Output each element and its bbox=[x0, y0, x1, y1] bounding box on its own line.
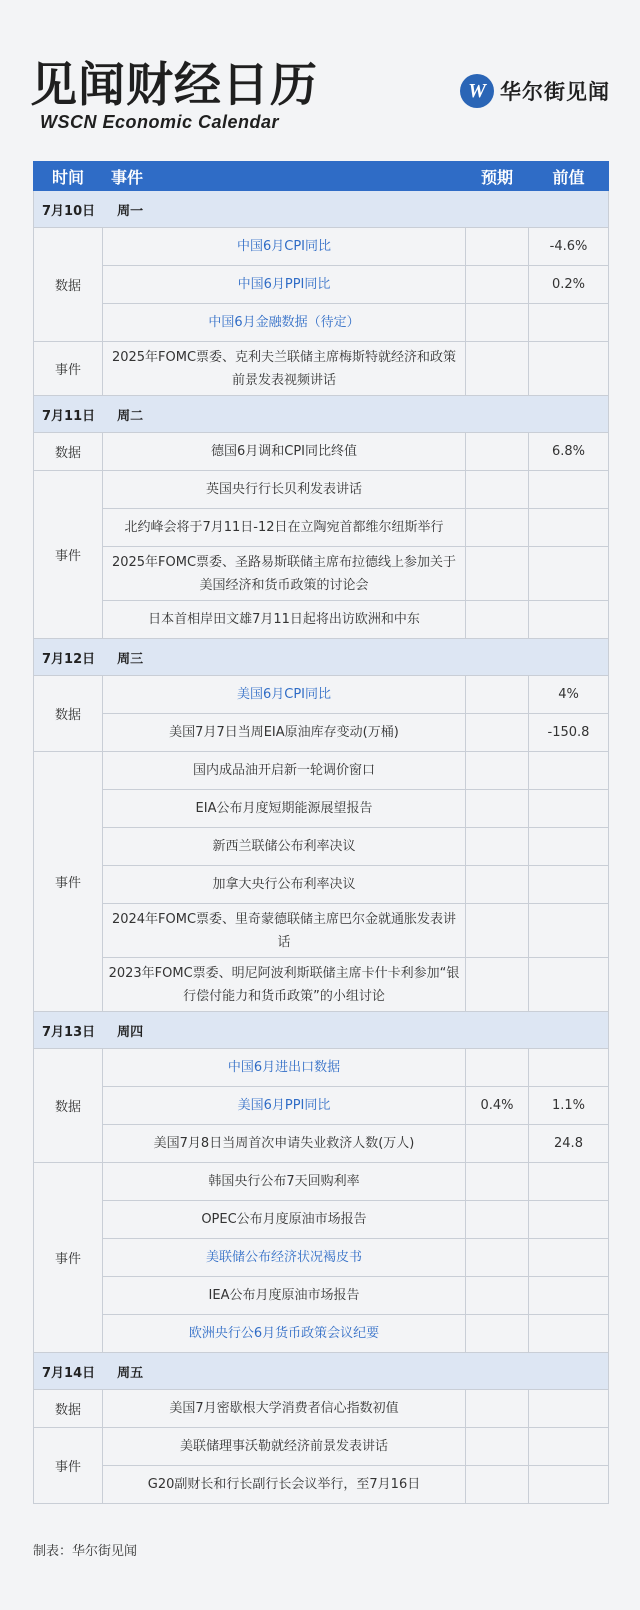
col-header-event: 事件 bbox=[103, 162, 466, 191]
category-cell: 数据 bbox=[34, 228, 103, 342]
previous-cell bbox=[529, 1163, 609, 1201]
event-cell: 2025年FOMC票委、克利夫兰联储主席梅斯特就经济和政策前景发表视频讲话 bbox=[103, 342, 466, 396]
calendar-table bbox=[33, 161, 609, 1504]
table-row bbox=[34, 1315, 609, 1353]
date-row bbox=[34, 1012, 609, 1049]
col-header-time: 时间 bbox=[34, 162, 103, 191]
weekday-label: 周一 bbox=[117, 203, 144, 219]
forecast-cell bbox=[466, 828, 529, 866]
date-label: 7月10日 bbox=[42, 203, 96, 219]
forecast-cell bbox=[466, 433, 529, 471]
table-row bbox=[34, 304, 609, 342]
forecast-cell bbox=[466, 958, 529, 1012]
forecast-cell bbox=[466, 1201, 529, 1239]
forecast-cell bbox=[466, 1390, 529, 1428]
previous-cell: 4% bbox=[529, 676, 609, 714]
brand-logo bbox=[460, 74, 610, 108]
previous-cell bbox=[529, 866, 609, 904]
previous-cell bbox=[529, 1390, 609, 1428]
table-row bbox=[34, 1239, 609, 1277]
forecast-cell bbox=[466, 1277, 529, 1315]
table-row bbox=[34, 601, 609, 639]
date-cell bbox=[34, 396, 609, 433]
forecast-cell bbox=[466, 676, 529, 714]
previous-cell bbox=[529, 1049, 609, 1087]
table-row bbox=[34, 958, 609, 1012]
page-subtitle: WSCN Economic Calendar bbox=[40, 112, 280, 132]
table-row bbox=[34, 828, 609, 866]
table-row bbox=[34, 509, 609, 547]
table-row bbox=[34, 1163, 609, 1201]
category-cell: 事件 bbox=[34, 1428, 103, 1504]
event-cell: 新西兰联储公布利率决议 bbox=[103, 828, 466, 866]
date-cell bbox=[34, 1012, 609, 1049]
event-cell: 国内成品油开启新一轮调价窗口 bbox=[103, 752, 466, 790]
previous-cell bbox=[529, 471, 609, 509]
event-cell: 美联储理事沃勒就经济前景发表讲话 bbox=[103, 1428, 466, 1466]
table-row bbox=[34, 1049, 609, 1087]
previous-cell bbox=[529, 828, 609, 866]
forecast-cell bbox=[466, 1125, 529, 1163]
previous-cell bbox=[529, 904, 609, 958]
previous-cell bbox=[529, 1201, 609, 1239]
event-cell: IEA公布月度原油市场报告 bbox=[103, 1277, 466, 1315]
event-link[interactable]: 美国6月CPI同比 bbox=[103, 676, 466, 714]
event-cell: 英国央行行长贝利发表讲话 bbox=[103, 471, 466, 509]
event-link[interactable]: 美联储公布经济状况褐皮书 bbox=[103, 1239, 466, 1277]
date-row bbox=[34, 396, 609, 433]
table-row bbox=[34, 752, 609, 790]
table-row bbox=[34, 1428, 609, 1466]
previous-cell: 24.8 bbox=[529, 1125, 609, 1163]
date-row bbox=[34, 639, 609, 676]
event-cell: 德国6月调和CPI同比终值 bbox=[103, 433, 466, 471]
event-cell: EIA公布月度短期能源展望报告 bbox=[103, 790, 466, 828]
date-row bbox=[34, 191, 609, 228]
previous-cell bbox=[529, 1315, 609, 1353]
previous-cell bbox=[529, 958, 609, 1012]
weekday-label: 周四 bbox=[117, 1024, 144, 1040]
forecast-cell bbox=[466, 752, 529, 790]
event-link[interactable]: 美国6月PPI同比 bbox=[103, 1087, 466, 1125]
weekday-label: 周二 bbox=[117, 408, 144, 424]
forecast-cell bbox=[466, 1466, 529, 1504]
previous-cell bbox=[529, 790, 609, 828]
category-cell: 数据 bbox=[34, 1049, 103, 1163]
table-row bbox=[34, 228, 609, 266]
event-cell: 2024年FOMC票委、里奇蒙德联储主席巴尔金就通胀发表讲话 bbox=[103, 904, 466, 958]
page-title: 见闻财经日历 bbox=[30, 58, 318, 113]
date-label: 7月14日 bbox=[42, 1365, 96, 1381]
event-cell: 2023年FOMC票委、明尼阿波利斯联储主席卡什卡利参加“银行偿付能力和货币政策”的小组讨论 bbox=[103, 958, 466, 1012]
category-cell: 数据 bbox=[34, 676, 103, 752]
table-row bbox=[34, 866, 609, 904]
forecast-cell bbox=[466, 1239, 529, 1277]
previous-cell bbox=[529, 601, 609, 639]
previous-cell bbox=[529, 752, 609, 790]
forecast-cell bbox=[466, 1315, 529, 1353]
previous-cell bbox=[529, 1428, 609, 1466]
date-label: 7月11日 bbox=[42, 408, 96, 424]
category-cell: 数据 bbox=[34, 433, 103, 471]
weekday-label: 周五 bbox=[117, 1365, 144, 1381]
table-row bbox=[34, 790, 609, 828]
date-label: 7月12日 bbox=[42, 651, 96, 667]
category-cell: 事件 bbox=[34, 342, 103, 396]
event-link[interactable]: 中国6月进出口数据 bbox=[103, 1049, 466, 1087]
category-cell: 事件 bbox=[34, 471, 103, 639]
event-cell: OPEC公布月度原油市场报告 bbox=[103, 1201, 466, 1239]
event-cell: G20副财长和行长副行长会议举行，至7月16日 bbox=[103, 1466, 466, 1504]
forecast-cell bbox=[466, 509, 529, 547]
event-link[interactable]: 中国6月CPI同比 bbox=[103, 228, 466, 266]
previous-cell: -150.8 bbox=[529, 714, 609, 752]
forecast-cell bbox=[466, 790, 529, 828]
event-cell: 美国7月7日当周EIA原油库存变动(万桶) bbox=[103, 714, 466, 752]
date-label: 7月13日 bbox=[42, 1024, 96, 1040]
table-row bbox=[34, 266, 609, 304]
table-row bbox=[34, 904, 609, 958]
forecast-cell bbox=[466, 904, 529, 958]
forecast-cell bbox=[466, 228, 529, 266]
forecast-cell bbox=[466, 601, 529, 639]
table-row bbox=[34, 1201, 609, 1239]
table-row bbox=[34, 342, 609, 396]
previous-cell bbox=[529, 304, 609, 342]
logo-text: 华尔街见闻 bbox=[500, 80, 610, 104]
table-header-row bbox=[34, 162, 609, 191]
previous-cell: -4.6% bbox=[529, 228, 609, 266]
category-cell: 事件 bbox=[34, 752, 103, 1012]
previous-cell: 0.2% bbox=[529, 266, 609, 304]
logo-w-icon: W bbox=[460, 74, 494, 108]
forecast-cell bbox=[466, 866, 529, 904]
event-cell: 加拿大央行公布利率决议 bbox=[103, 866, 466, 904]
previous-cell bbox=[529, 1466, 609, 1504]
table-row bbox=[34, 1125, 609, 1163]
forecast-cell bbox=[466, 547, 529, 601]
forecast-cell bbox=[466, 1428, 529, 1466]
previous-cell bbox=[529, 509, 609, 547]
table-row bbox=[34, 547, 609, 601]
table-row bbox=[34, 714, 609, 752]
category-cell: 事件 bbox=[34, 1163, 103, 1353]
forecast-cell: 0.4% bbox=[466, 1087, 529, 1125]
col-header-forecast: 预期 bbox=[466, 162, 529, 191]
table-row bbox=[34, 1390, 609, 1428]
event-cell: 美国7月8日当周首次申请失业救济人数(万人) bbox=[103, 1125, 466, 1163]
forecast-cell bbox=[466, 304, 529, 342]
event-cell: 北约峰会将于7月11日-12日在立陶宛首都维尔纽斯举行 bbox=[103, 509, 466, 547]
col-header-previous: 前值 bbox=[529, 162, 609, 191]
table-row bbox=[34, 1277, 609, 1315]
table-row bbox=[34, 1087, 609, 1125]
previous-cell: 6.8% bbox=[529, 433, 609, 471]
forecast-cell bbox=[466, 1049, 529, 1087]
forecast-cell bbox=[466, 266, 529, 304]
weekday-label: 周三 bbox=[117, 651, 144, 667]
event-link[interactable]: 中国6月PPI同比 bbox=[103, 266, 466, 304]
event-link[interactable]: 欧洲央行公6月货币政策会议纪要 bbox=[103, 1315, 466, 1353]
event-cell: 2025年FOMC票委、圣路易斯联储主席布拉德线上参加关于美国经济和货币政策的讨论会 bbox=[103, 547, 466, 601]
date-row bbox=[34, 1353, 609, 1390]
table-row bbox=[34, 676, 609, 714]
category-cell: 数据 bbox=[34, 1390, 103, 1428]
previous-cell: 1.1% bbox=[529, 1087, 609, 1125]
event-cell: 日本首相岸田文雄7月11日起将出访欧洲和中东 bbox=[103, 601, 466, 639]
date-cell bbox=[34, 1353, 609, 1390]
header bbox=[0, 0, 640, 158]
date-cell bbox=[34, 191, 609, 228]
event-cell: 韩国央行公布7天回购利率 bbox=[103, 1163, 466, 1201]
table-row bbox=[34, 433, 609, 471]
previous-cell bbox=[529, 1277, 609, 1315]
date-cell bbox=[34, 639, 609, 676]
footer-credit: 制表：华尔街见闻 bbox=[33, 1544, 138, 1559]
table-row bbox=[34, 1466, 609, 1504]
event-link[interactable]: 中国6月金融数据（待定） bbox=[103, 304, 466, 342]
previous-cell bbox=[529, 342, 609, 396]
event-cell: 美国7月密歇根大学消费者信心指数初值 bbox=[103, 1390, 466, 1428]
table-row bbox=[34, 471, 609, 509]
previous-cell bbox=[529, 547, 609, 601]
forecast-cell bbox=[466, 1163, 529, 1201]
forecast-cell bbox=[466, 342, 529, 396]
forecast-cell bbox=[466, 471, 529, 509]
previous-cell bbox=[529, 1239, 609, 1277]
forecast-cell bbox=[466, 714, 529, 752]
